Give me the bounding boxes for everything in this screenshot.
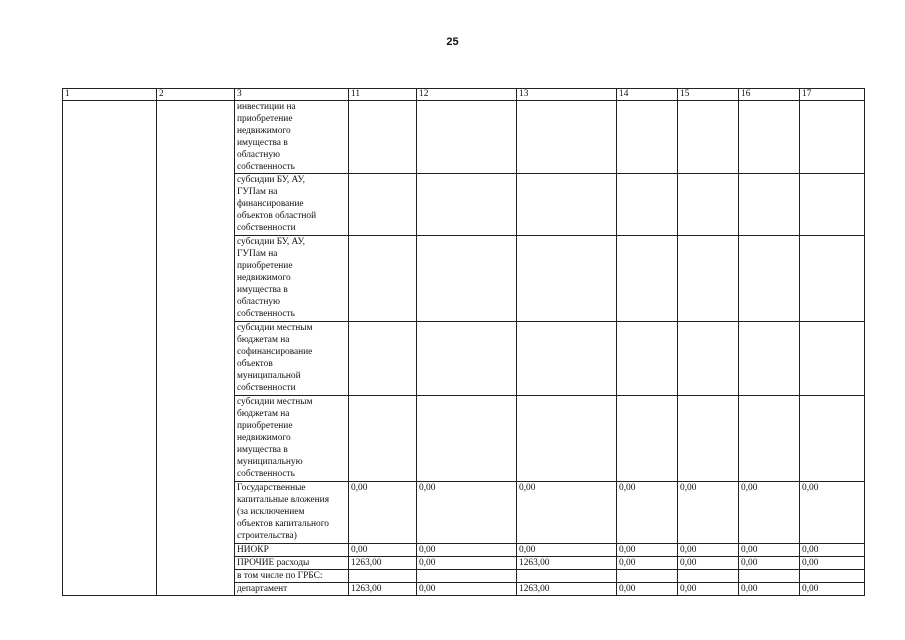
value-cell: 0,00: [417, 482, 517, 544]
header-cell: 12: [417, 89, 517, 101]
value-cell: [739, 322, 800, 396]
row-label: субсидии местным бюджетам на приобретение недвижимого имущества в муниципальную собственность: [235, 396, 349, 482]
row-label: ПРОЧИЕ расходы: [235, 557, 349, 570]
header-row: [63, 89, 865, 101]
header-cell: 16: [739, 89, 800, 101]
value-cell: 0,00: [417, 544, 517, 557]
header-cell: 15: [678, 89, 739, 101]
value-cell: 0,00: [678, 583, 739, 596]
value-cell: 0,00: [517, 482, 617, 544]
value-cell: 0,00: [739, 544, 800, 557]
header-cell: 3: [235, 89, 349, 101]
value-cell: 0,00: [739, 557, 800, 570]
value-cell: 0,00: [800, 544, 865, 557]
value-cell: 0,00: [417, 557, 517, 570]
value-cell: [739, 174, 800, 236]
value-cell: 0,00: [517, 544, 617, 557]
value-cell: 0,00: [739, 482, 800, 544]
value-cell: [617, 396, 678, 482]
value-cell: [678, 236, 739, 322]
value-cell: [417, 322, 517, 396]
row-label: НИОКР: [235, 544, 349, 557]
value-cell: [349, 101, 417, 174]
value-cell: [417, 174, 517, 236]
value-cell: [517, 396, 617, 482]
value-cell: [617, 101, 678, 174]
value-cell: [678, 322, 739, 396]
value-cell: [800, 101, 865, 174]
value-cell: 1263,00: [517, 557, 617, 570]
value-cell: [739, 236, 800, 322]
row-label: субсидии БУ, АУ, ГУПам на финансирование объектов областной собственности: [235, 174, 349, 236]
value-cell: 0,00: [349, 482, 417, 544]
value-cell: [517, 570, 617, 583]
value-cell: 0,00: [739, 583, 800, 596]
value-cell: 0,00: [678, 482, 739, 544]
value-cell: [617, 236, 678, 322]
value-cell: [617, 570, 678, 583]
value-cell: 0,00: [617, 544, 678, 557]
value-cell: [739, 570, 800, 583]
value-cell: 0,00: [800, 557, 865, 570]
header-cell: 11: [349, 89, 417, 101]
value-cell: [349, 322, 417, 396]
value-cell: [349, 570, 417, 583]
row-label: субсидии местным бюджетам на софинансирование объектов муниципальной собственности: [235, 322, 349, 396]
value-cell: [417, 236, 517, 322]
row-label: Государственные капитальные вложения (за исключением объектов капитального строительства): [235, 482, 349, 544]
value-cell: [678, 174, 739, 236]
value-cell: 1263,00: [517, 583, 617, 596]
header-cell: 2: [157, 89, 235, 101]
value-cell: [800, 322, 865, 396]
value-cell: [349, 236, 417, 322]
value-cell: [800, 236, 865, 322]
col2-cell: [157, 101, 235, 596]
row-label: инвестиции на приобретение недвижимого имущества в областную собственность: [235, 101, 349, 174]
value-cell: [617, 174, 678, 236]
value-cell: 0,00: [800, 482, 865, 544]
budget-table: [62, 88, 865, 596]
value-cell: [517, 322, 617, 396]
header-cell: 13: [517, 89, 617, 101]
value-cell: [517, 174, 617, 236]
value-cell: [800, 174, 865, 236]
value-cell: [739, 396, 800, 482]
value-cell: [517, 236, 617, 322]
value-cell: [417, 396, 517, 482]
header-cell: 14: [617, 89, 678, 101]
row-label: субсидии БУ, АУ, ГУПам на приобретение недвижимого имущества в областную собственность: [235, 236, 349, 322]
value-cell: [800, 396, 865, 482]
value-cell: [678, 101, 739, 174]
value-cell: [517, 101, 617, 174]
value-cell: 1263,00: [349, 557, 417, 570]
page-number: 25: [446, 36, 459, 48]
value-cell: [417, 101, 517, 174]
value-cell: 0,00: [800, 583, 865, 596]
header-cell: 17: [800, 89, 865, 101]
row-label: в том числе по ГРБС:: [235, 570, 349, 583]
row-label: департамент: [235, 583, 349, 596]
col1-cell: [63, 101, 157, 596]
value-cell: 0,00: [617, 557, 678, 570]
value-cell: 0,00: [678, 557, 739, 570]
value-cell: [678, 570, 739, 583]
value-cell: [678, 396, 739, 482]
value-cell: 0,00: [617, 482, 678, 544]
value-cell: [349, 174, 417, 236]
header-cell: 1: [63, 89, 157, 101]
value-cell: [739, 101, 800, 174]
value-cell: 0,00: [349, 544, 417, 557]
value-cell: [800, 570, 865, 583]
value-cell: 0,00: [417, 583, 517, 596]
value-cell: [417, 570, 517, 583]
table-row: [63, 101, 865, 174]
value-cell: 0,00: [617, 583, 678, 596]
value-cell: 1263,00: [349, 583, 417, 596]
value-cell: 0,00: [678, 544, 739, 557]
value-cell: [617, 322, 678, 396]
value-cell: [349, 396, 417, 482]
